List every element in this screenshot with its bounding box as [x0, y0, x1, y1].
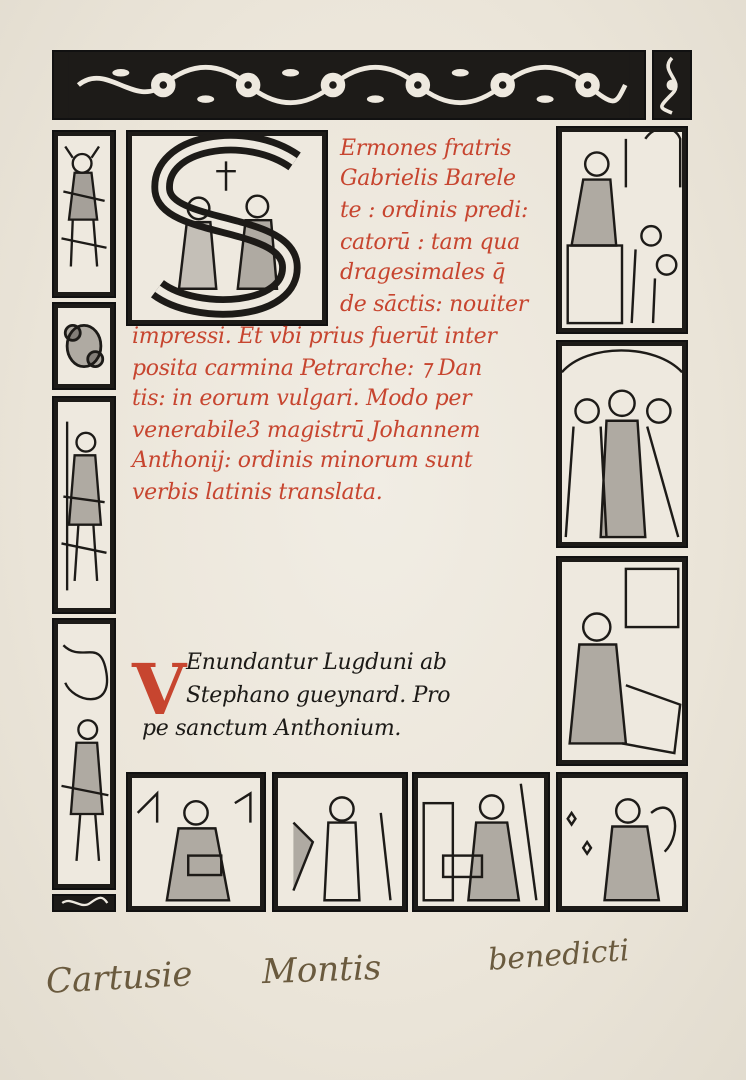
woodcut-hunter — [52, 618, 116, 890]
woodcut-sibyl-2 — [272, 772, 408, 912]
woodcut-sibyl-3 — [412, 772, 550, 912]
colophon-line-1: Enundantur Lugduni ab — [186, 650, 447, 675]
title-line-12: verbis latinis translata. — [132, 480, 383, 505]
ownership-inscription-word-3: benedicti — [486, 933, 631, 978]
colophon-line-2: Stephano gueynard. Pro — [186, 683, 451, 708]
ownership-inscription-word-1: Cartusie — [45, 954, 194, 1002]
title-line-3: te : ordinis predi: — [340, 198, 529, 223]
title-line-10: venerabile3 magistrū Johannem — [132, 418, 481, 443]
title-line-2: Gabrielis Barele — [340, 166, 516, 191]
colophon-initial: V — [132, 648, 187, 731]
corner-ornament-top-right — [652, 50, 692, 120]
woodcut-foliage — [52, 302, 116, 390]
title-line-5: dragesimales q̄ — [340, 260, 506, 285]
title-line-9: tis: in eorum vulgari. Modo per — [132, 386, 472, 411]
woodcut-preacher — [556, 126, 688, 334]
historiated-initial-S — [126, 130, 328, 326]
title-line-4: catorū : tam qua — [340, 230, 520, 255]
woodcut-angel — [556, 772, 688, 912]
corner-ornament-bottom-left — [52, 894, 116, 912]
floral-frieze-border — [52, 50, 646, 120]
title-line-1: Ermones fratris — [340, 136, 512, 161]
title-line-6: de sāctis: nouiter — [340, 292, 528, 317]
title-line-8: posita carmina Petrarche: ⁊ Dan — [132, 356, 483, 381]
title-line-11: Anthonij: ordinis minorum sunt — [132, 448, 473, 473]
title-line-7: impressi. Et vbi prius fuerūt inter — [132, 324, 497, 349]
floral-frieze-ornament — [54, 52, 644, 118]
woodcut-jester — [52, 130, 116, 298]
woodcut-scholar — [556, 556, 688, 766]
ownership-inscription-word-2: Montis — [261, 947, 382, 993]
colophon-line-3: pe sanctum Anthonium. — [142, 716, 402, 741]
woodcut-sibyl-1 — [126, 772, 266, 912]
woodcut-monks-group — [556, 340, 688, 548]
woodcut-pilgrim — [52, 396, 116, 614]
